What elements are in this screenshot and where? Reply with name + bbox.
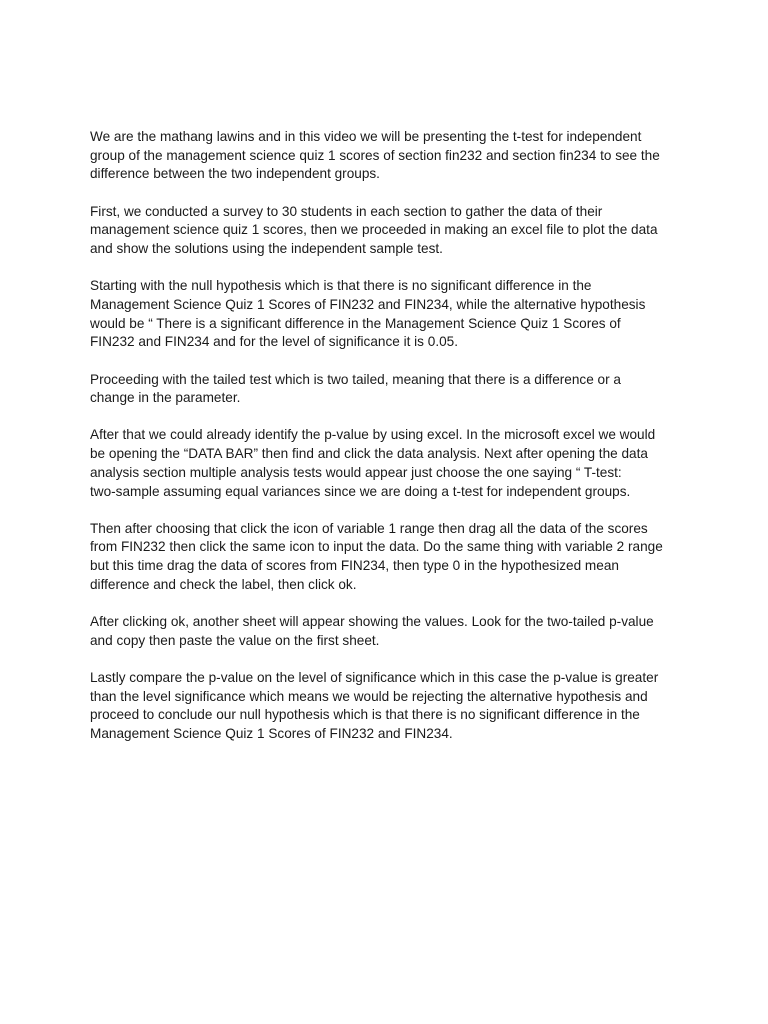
- paragraph-conclusion: [90, 669, 680, 744]
- text-line: Starting with the null hypothesis which is that there is no significant difference in the: [90, 278, 592, 294]
- text-line: Then after choosing that click the icon of variable 1 range then drag all the data of the scores: [90, 520, 648, 536]
- text-line: two-sample assuming equal variances since we are doing a t-test for independent groups.: [90, 483, 631, 499]
- text-line: proceed to conclude our null hypothesis which is that there is no significant difference in the: [90, 707, 640, 723]
- text-line: analysis section multiple analysis tests would appear just choose the one saying “ T-test:: [90, 464, 622, 480]
- paragraph-tailed-test: [90, 371, 680, 408]
- text-line: difference and check the label, then click ok.: [90, 576, 357, 592]
- text-line: Lastly compare the p-value on the level of significance which in this case the p-value is greater: [90, 669, 659, 685]
- paragraph-results-sheet: [90, 613, 680, 650]
- text-line: and show the solutions using the independent sample test.: [90, 241, 443, 257]
- text-line: Proceeding with the tailed test which is two tailed, meaning that there is a difference or a: [90, 371, 621, 387]
- text-line: be opening the “DATA BAR” then find and click the data analysis. Next after opening the data: [90, 446, 648, 462]
- text-line: from FIN232 then click the same icon to input the data. Do the same thing with variable 2 range: [90, 539, 663, 555]
- text-line: After that we could already identify the p-value by using excel. In the microsoft excel we would: [90, 427, 656, 443]
- paragraph-intro: [90, 128, 680, 184]
- text-line: group of the management science quiz 1 scores of section fin232 and section fin234 to see the: [90, 147, 660, 163]
- paragraph-variable-range: [90, 520, 680, 595]
- text-line: management science quiz 1 scores, then we proceeded in making an excel file to plot the data: [90, 222, 658, 238]
- document-body: [90, 128, 680, 762]
- text-line: but this time drag the data of scores from FIN234, then type 0 in the hypothesized mean: [90, 558, 619, 574]
- text-line: difference between the two independent groups.: [90, 166, 380, 182]
- text-line: Management Science Quiz 1 Scores of FIN232 and FIN234.: [90, 726, 453, 742]
- text-line: Management Science Quiz 1 Scores of FIN232 and FIN234, while the alternative hypothesis: [90, 296, 646, 312]
- text-line: First, we conducted a survey to 30 students in each section to gather the data of their: [90, 203, 603, 219]
- text-line: After clicking ok, another sheet will appear showing the values. Look for the two-tailed p-value: [90, 614, 654, 630]
- text-line: and copy then paste the value on the first sheet.: [90, 632, 380, 648]
- text-line: change in the parameter.: [90, 390, 241, 406]
- text-line: We are the mathang lawins and in this video we will be presenting the t-test for independent: [90, 129, 642, 144]
- text-line: would be “ There is a significant difference in the Management Science Quiz 1 Scores of: [90, 315, 621, 331]
- paragraph-hypothesis: [90, 277, 680, 352]
- paragraph-survey: [90, 203, 680, 259]
- text-line: than the level significance which means we would be rejecting the alternative hypothesis and: [90, 688, 648, 704]
- text-line: FIN232 and FIN234 and for the level of significance it is 0.05.: [90, 334, 458, 350]
- paragraph-p-value: [90, 426, 680, 501]
